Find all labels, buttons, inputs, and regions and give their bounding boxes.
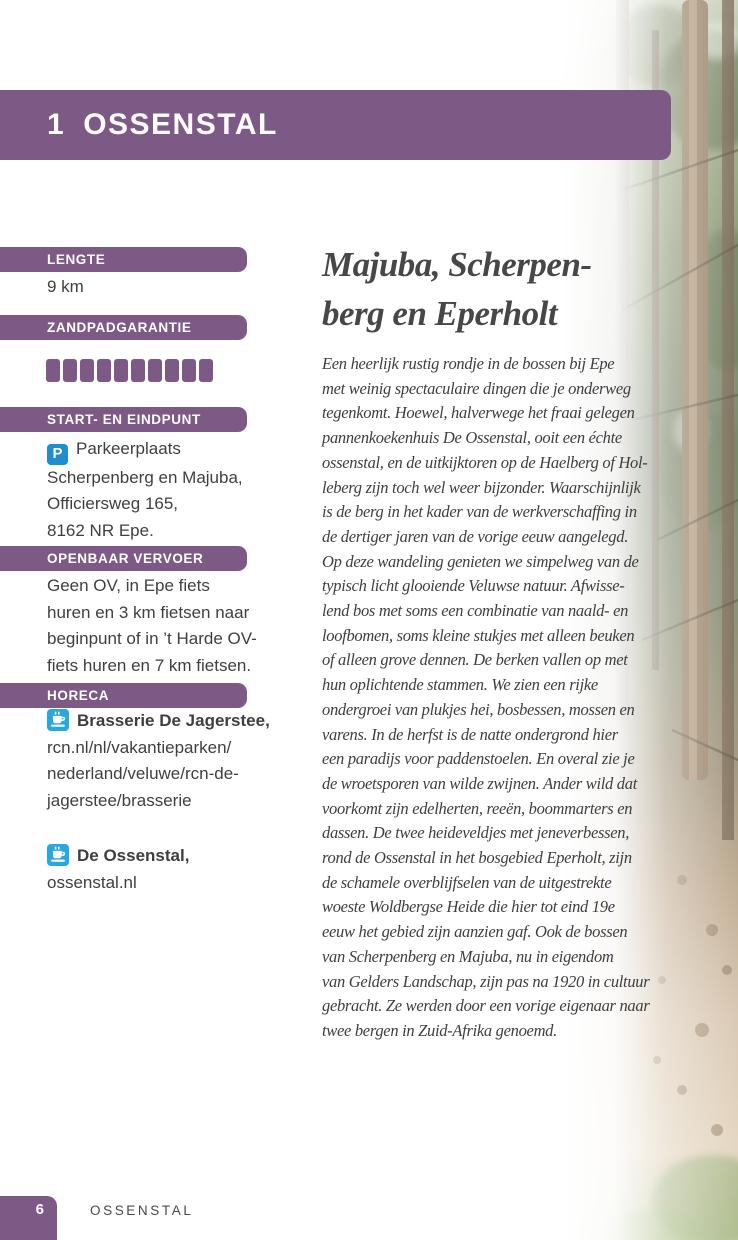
body-line: de schamele overblijfselen van de uitgestrekte [322, 872, 612, 892]
start-eindpunt-text [47, 436, 243, 544]
section-heading-start-eindpunt: START- EN EINDPUNT [0, 407, 247, 432]
zandpad-square [97, 359, 111, 382]
zandpad-square [182, 359, 196, 382]
body-line: de wroetsporen van wilde zwijnen. Ander wild dat [322, 773, 637, 793]
horeca-url-line[interactable]: ossenstal.nl [47, 872, 137, 892]
body-line: of alleen grove dennen. De berken vallen op met [322, 650, 628, 670]
horeca-url[interactable] [47, 735, 270, 815]
body-line: met weinig spectaculaire dingen die je onderweg [322, 378, 631, 398]
zandpad-square [80, 359, 94, 382]
ov-line: Geen OV, in Epe fiets [47, 576, 210, 595]
body-line: van Gelders Landschap, zijn pas na 1920 in cultuur [322, 971, 650, 991]
openbaar-vervoer-text [47, 573, 257, 679]
section-heading-openbaar-vervoer: OPENBAAR VERVOER [0, 546, 247, 571]
chapter-title: OSSENSTAL [83, 108, 278, 141]
body-line: is de berg in het kader van de werkverschaffing in [322, 502, 637, 522]
horeca-url-line[interactable]: rcn.nl/nl/vakantieparken/ [47, 737, 232, 757]
restaurant-cup-icon [47, 844, 69, 866]
body-line: pannenkoekenhuis De Ossenstal, ooit een échte [322, 428, 622, 448]
footer-chapter-label: OSSENSTAL [90, 1203, 194, 1218]
body-line: eeuw het gebied zijn aanzien gaf. Ook de bossen [322, 922, 628, 942]
body-line: tegenkomt. Hoewel, halverwege het fraai gelegen [322, 403, 635, 423]
start-line: 8162 NR Epe. [47, 520, 154, 540]
body-line: typisch licht glooiende Veluwse natuur. Afwisse- [322, 576, 625, 596]
zandpad-square [46, 359, 60, 382]
ov-line: beginpunt of in ’t Harde OV- [47, 629, 257, 648]
route-title-line: berg en Eperholt [322, 294, 558, 333]
start-line: Scherpenberg en Majuba, [47, 467, 243, 487]
body-line: leberg zijn toch wel weer bijzonder. Waarschijnlijk [322, 477, 641, 497]
zandpad-square [63, 359, 77, 382]
chapter-header-bar [0, 90, 671, 160]
horeca-entry [47, 708, 270, 814]
route-title-line: Majuba, Scherpen- [322, 245, 592, 284]
body-line: varens. In de herfst is de natte ondergrond hier [322, 724, 618, 744]
route-title [322, 240, 674, 338]
start-address-lines [47, 465, 243, 545]
horeca-name: De Ossenstal, [77, 846, 190, 865]
body-line: gebracht. Ze werden door een vorige eigenaar naar [322, 996, 650, 1016]
body-line: ossenstal, en de uitkijktoren op de Haelberg of Hol- [322, 452, 648, 472]
section-heading-zandpadgarantie: ZANDPADGARANTIE [0, 315, 247, 340]
body-line: de dertiger jaren van de vorige eeuw aangelegd. [322, 526, 629, 546]
ov-line: huren en 3 km fietsen naar [47, 602, 250, 622]
body-line: loofbomen, soms kleine stukjes met alleen beuken [322, 625, 635, 645]
zandpad-square [165, 359, 179, 382]
restaurant-cup-icon [47, 709, 69, 731]
zandpad-rating [46, 359, 213, 382]
body-line: woeste Woldbergse Heide die hier tot eind 19e [322, 897, 615, 917]
start-line: Parkeerplaats [76, 439, 181, 458]
body-line: een paradijs voor paddenstoelen. En overal zie je [322, 749, 635, 769]
route-description [322, 352, 674, 1044]
body-line: Op deze wandeling genieten we simpelweg van de [322, 551, 639, 571]
body-line: ondergroei van plukjes hei, bosbessen, mossen en [322, 699, 635, 719]
horeca-url-line[interactable]: jagerstee/brasserie [47, 790, 192, 810]
page-number-tab: 6 [0, 1196, 57, 1240]
body-line: voorkomt zijn edelherten, reeën, boommarters en [322, 798, 633, 818]
body-line: hun oplichtende stammen. We zien een rijke [322, 675, 598, 695]
body-line: lend bos met soms een combinatie van naald- en [322, 601, 629, 621]
body-line: Een heerlijk rustig rondje in de bossen bij Epe [322, 354, 615, 373]
zandpad-square [114, 359, 128, 382]
chapter-number: 1 [47, 108, 66, 141]
horeca-entry [47, 843, 270, 896]
article [322, 240, 674, 1044]
zandpad-square [148, 359, 162, 382]
body-line: twee bergen in Zuid-Afrika genoemd. [322, 1020, 557, 1040]
zandpad-square [131, 359, 145, 382]
horeca-list [47, 708, 270, 925]
body-line: dassen. De twee heideveldjes met jeneverbessen, [322, 823, 630, 843]
start-line: Officiersweg 165, [47, 494, 179, 514]
body-line: rond de Ossenstal in het bosgebied Eperholt, zijn [322, 848, 632, 868]
horeca-url-line[interactable]: nederland/veluwe/rcn-de- [47, 764, 239, 783]
section-heading-lengte: LENGTE [0, 247, 247, 272]
horeca-url[interactable] [47, 870, 270, 897]
lengte-value: 9 km [47, 277, 84, 296]
body-line: van Scherpenberg en Majuba, nu in eigendom [322, 946, 614, 966]
zandpad-square [199, 359, 213, 382]
parking-icon: P [47, 444, 68, 465]
horeca-name: Brasserie De Jagerstee, [77, 711, 270, 730]
ov-line: fiets huren en 7 km fietsen. [47, 655, 252, 675]
section-heading-horeca: HORECA [0, 683, 247, 708]
